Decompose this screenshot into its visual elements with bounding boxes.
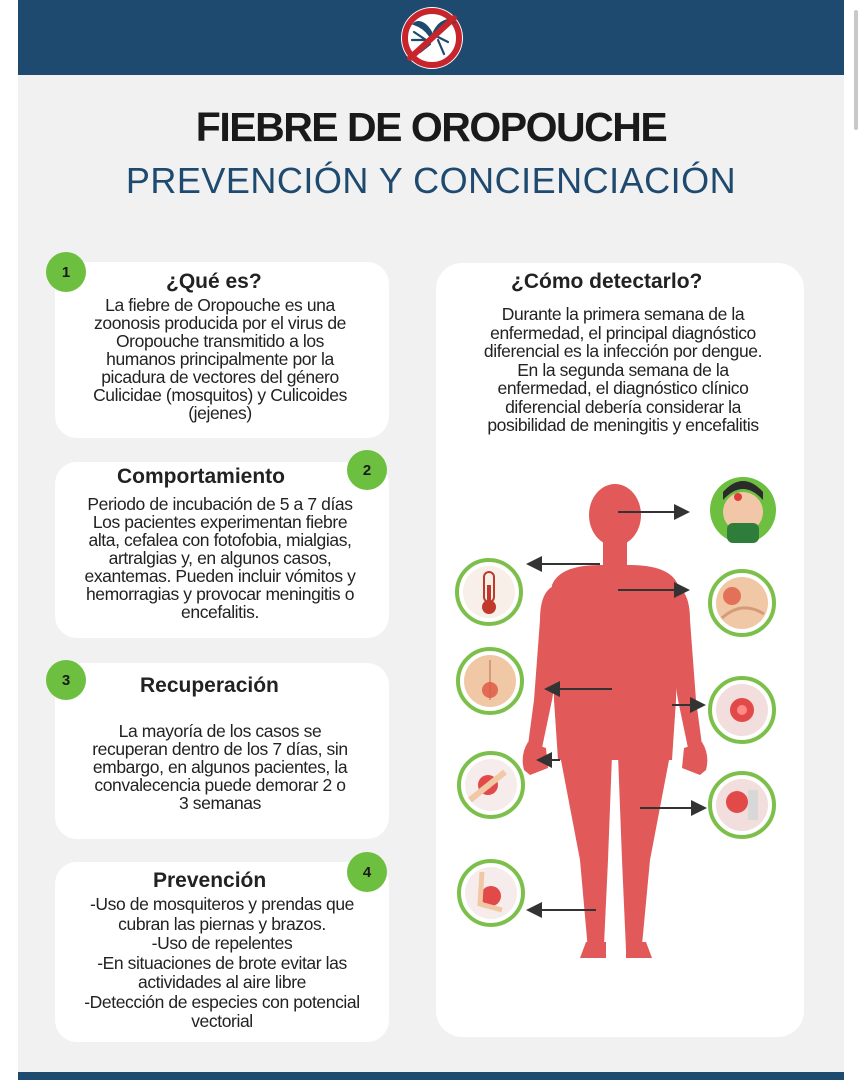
text-line: hemorragias y provocar meningitis o: [85, 584, 355, 604]
page-subtitle: PREVENCIÓN Y CONCIENCIACIÓN: [125, 160, 737, 201]
footer-banner: [18, 1072, 844, 1080]
wrist-pain-icon: [459, 753, 523, 817]
text-line: zoonosis producida por el virus de: [94, 313, 346, 333]
text-line: Periodo de incubación de 5 a 7 días: [87, 494, 353, 514]
como-detectarlo-title: ¿Cómo detectarlo?: [511, 270, 703, 293]
text-line: diferencial debería considerar la: [505, 396, 741, 417]
body-silhouette: [523, 484, 708, 958]
text-line: enfermedad, el diagnóstico clínico: [497, 378, 749, 398]
text-line: La mayoría de los casos se: [118, 721, 322, 741]
text-line: Los pacientes experimentan fiebre: [92, 512, 348, 532]
recuperacion-title: Recuperación: [140, 674, 279, 697]
shoulder-pain-icon: [710, 571, 774, 635]
text-line: picadura de vectores del género: [101, 367, 339, 387]
step-badge-4: 4: [347, 852, 387, 892]
text-line: cubran las piernas y brazos.: [118, 913, 326, 934]
step-badge-3: 3: [46, 660, 86, 700]
que-es-title: ¿Qué es?: [166, 270, 262, 293]
text-line: -Uso de mosquiteros y prendas que: [89, 894, 355, 914]
text-line: exantemas. Pueden incluir vómitos y: [84, 566, 356, 586]
fever-thermometer-icon: [457, 560, 521, 624]
text-line: recuperan dentro de los 7 días, sin: [92, 739, 348, 759]
headache-icon: [710, 477, 776, 543]
comportamiento-title: Comportamiento: [117, 465, 285, 488]
elbow-pain-icon: [710, 678, 774, 742]
text-line: 3 semanas: [178, 793, 261, 813]
text-line: -Detección de especies con potencial: [84, 991, 360, 1012]
back-pain-icon: [458, 649, 522, 713]
text-line: embargo, en algunos pacientes, la: [92, 757, 348, 777]
prevencion-title: Prevención: [153, 869, 267, 892]
text-line: Oropouche transmitido a los: [115, 331, 325, 351]
text-line: posibilidad de meningitis y encefalitis: [487, 415, 759, 435]
text-line: Culicidae (mosquitos) y Culicoides: [93, 385, 347, 405]
text-line: diferencial es la infección por dengue.: [483, 341, 763, 361]
text-line: enfermedad, el principal diagnóstico: [490, 322, 756, 343]
text-line: -Uso de repelentes: [151, 933, 293, 953]
text-line: Durante la primera semana de la: [501, 304, 745, 324]
step-badge-2: 2: [347, 450, 387, 490]
step-badge-1: 1: [46, 252, 86, 292]
knee-pain-icon: [710, 773, 774, 837]
text-line: La fiebre de Oropouche es una: [105, 295, 335, 315]
text-line: humanos principalmente por la: [106, 349, 334, 369]
text-line: artralgias y, en algunos casos,: [108, 548, 332, 568]
text-line: vectorial: [191, 1011, 253, 1031]
text-line: alta, cefalea con fotofobia, mialgias,: [88, 530, 352, 550]
page-title: FIEBRE DE OROPOUCHE: [195, 104, 667, 150]
text-line: (jejenes): [188, 403, 252, 423]
text-line: En la segunda semana de la: [517, 359, 729, 380]
text-line: convalecencia puede demorar 2 o: [94, 775, 346, 795]
text-line: -En situaciones de brote evitar las: [97, 952, 347, 973]
text-line: actividades al aire libre: [137, 972, 306, 992]
text-line: encefalitis.: [181, 602, 259, 622]
ankle-pain-icon: [459, 861, 523, 925]
